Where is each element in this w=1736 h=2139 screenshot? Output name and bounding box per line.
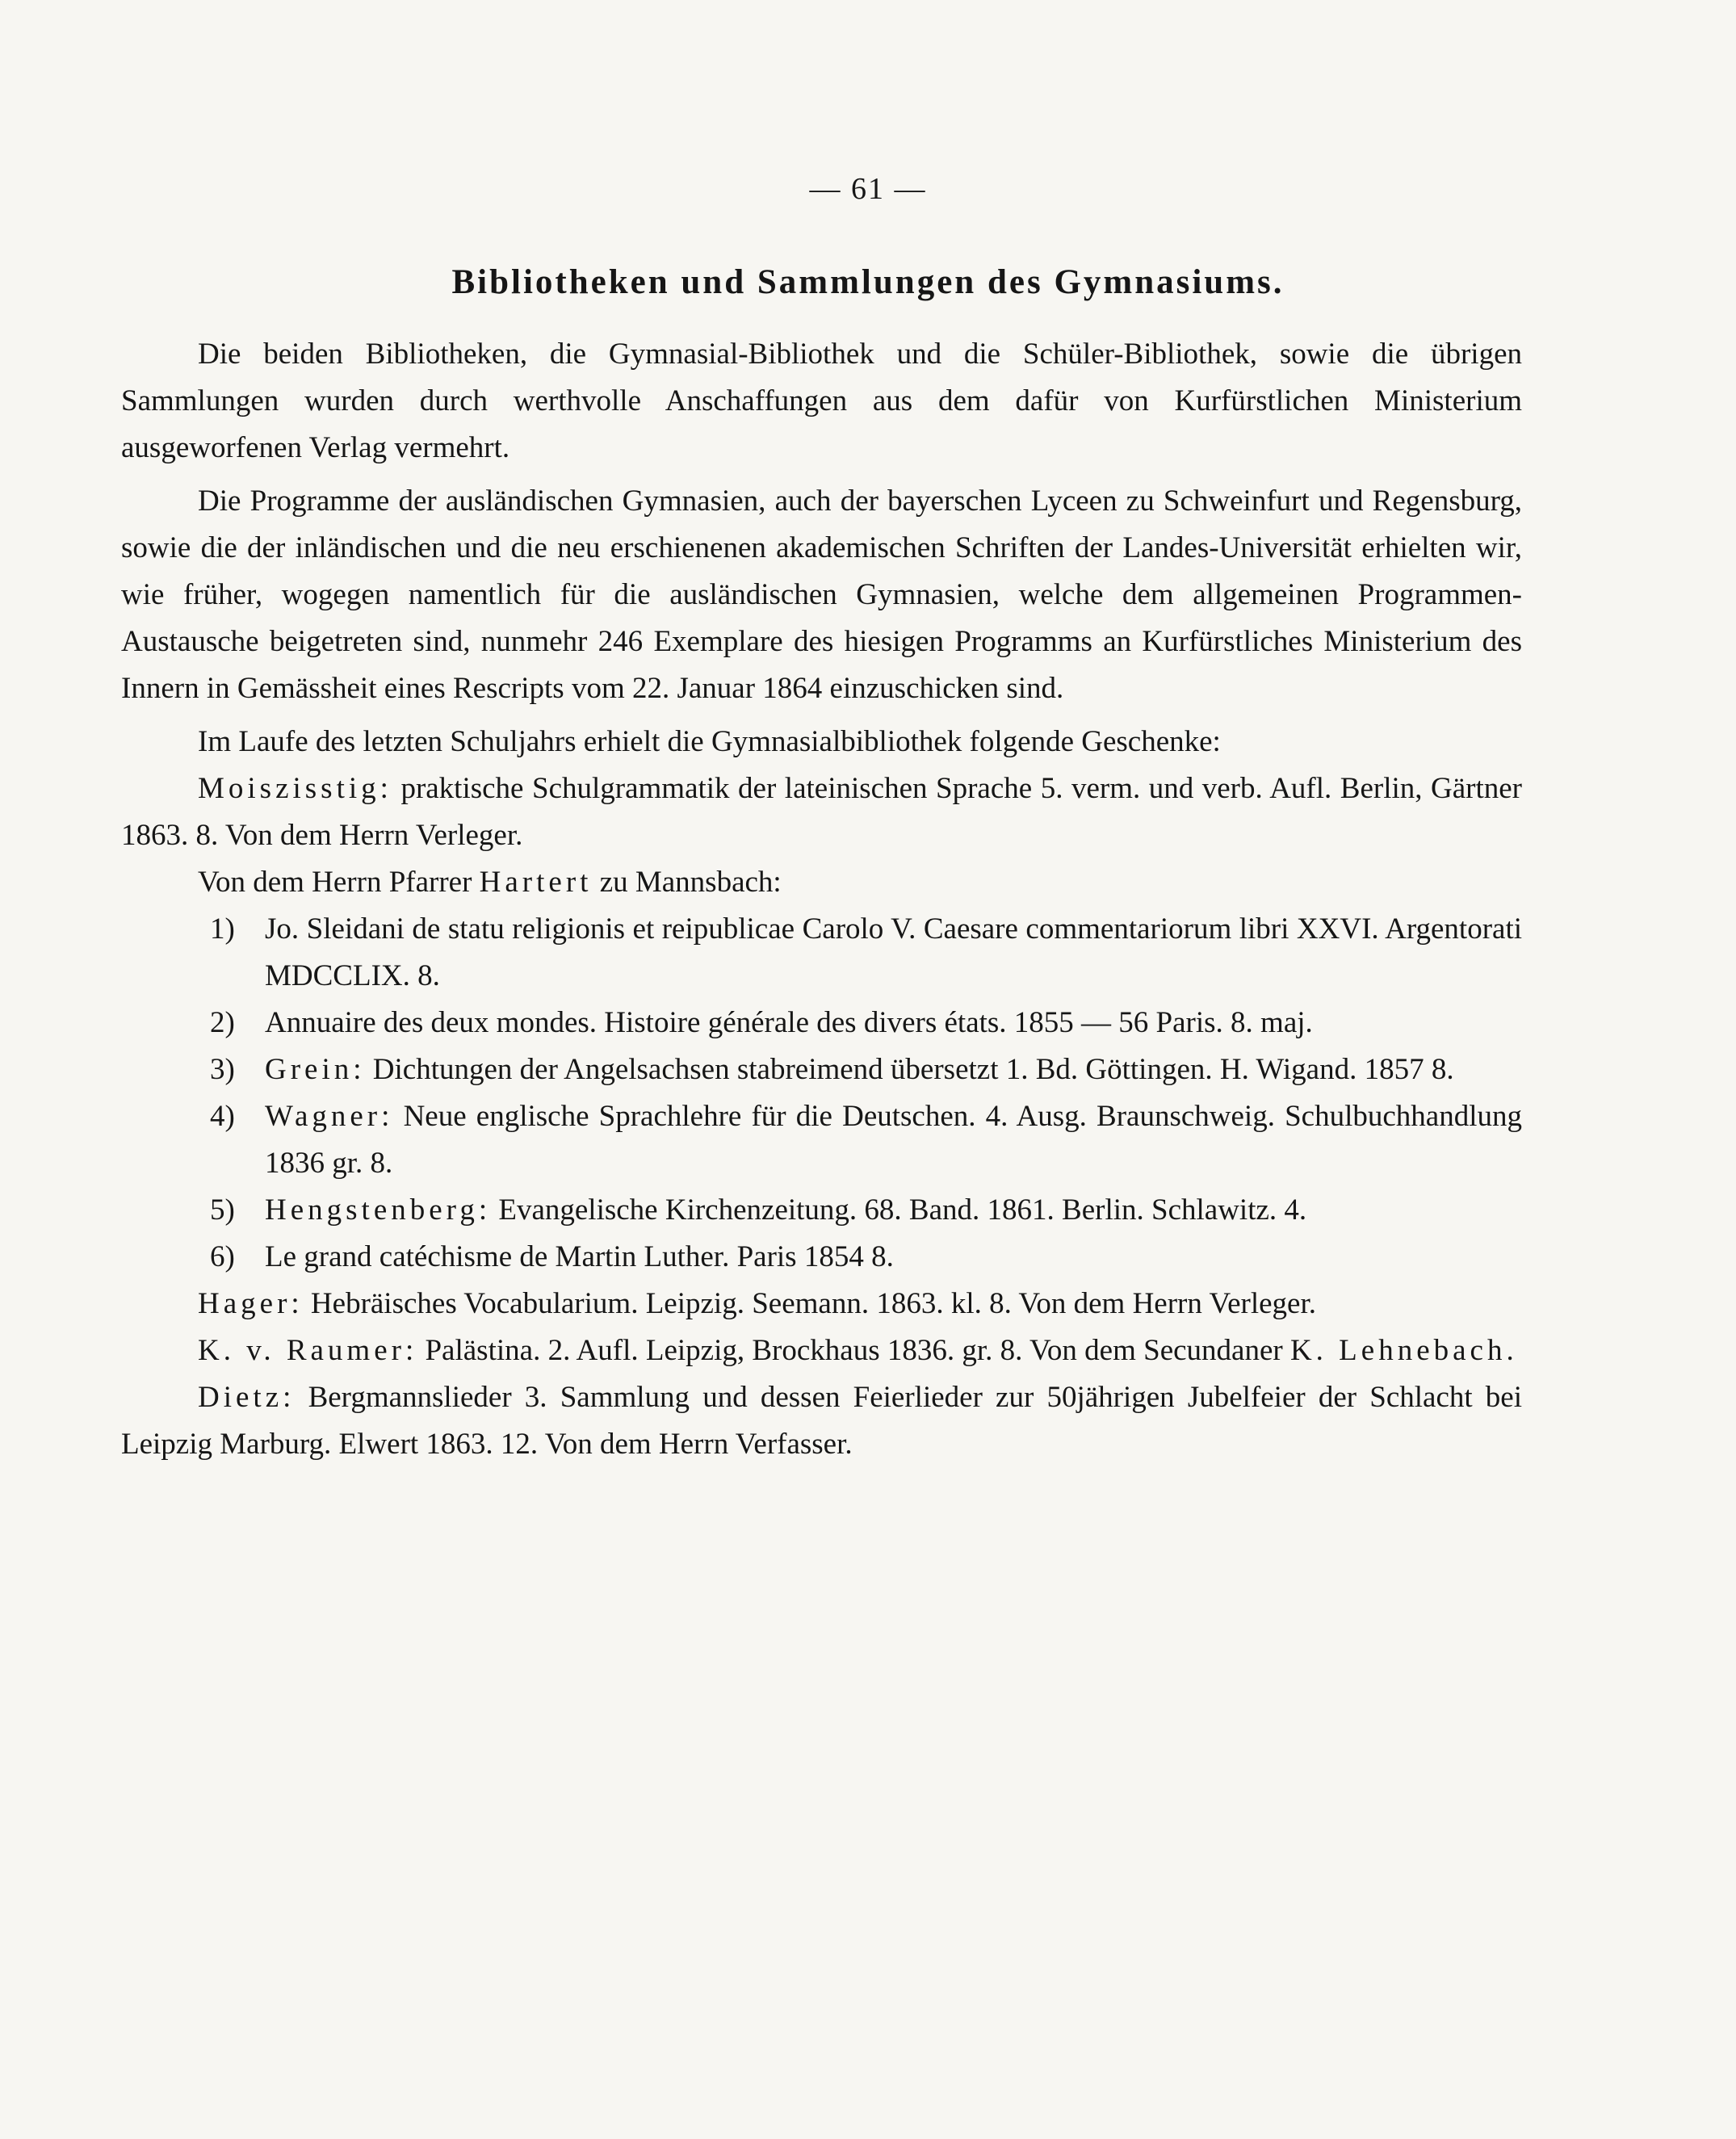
gift-author: Hager: xyxy=(198,1287,304,1320)
item-number: 1) xyxy=(210,912,235,946)
donor-name: Hartert xyxy=(479,866,593,899)
intro-paragraph-1: Die beiden Bibliotheken, die Gymnasial-Bibliothek und die Schüler-Bibliothek, sowie die übrigen Sammlungen wurden durch werthvolle Anschaffungen aus dem dafür von Kurfürstlichen Ministerium ausgeworfenen Verlag vermehrt. xyxy=(121,338,1522,464)
list-item xyxy=(121,1234,1522,1281)
item-text xyxy=(265,1234,1522,1281)
gift-text: praktische Schulgrammatik der lateinischen Sprache 5. verm. und verb. Aufl. Berlin, Gärtner 1863. 8. Von dem Herrn Verleger. xyxy=(121,772,1523,852)
item-title: Evangelische Kirchenzeitung. 68. Band. 1861. Berlin. Schlawitz. 4. xyxy=(498,1193,1307,1227)
item-text xyxy=(265,1046,1522,1093)
item-text xyxy=(265,1000,1522,1046)
list-item xyxy=(121,1000,1522,1046)
gift-text: Bergmannslieder 3. Sammlung und dessen Feierlieder zur 50jährigen Jubelfeier der Schlacht bei Leipzig Marburg. Elwert 1863. 12. Von dem Herrn Verfasser. xyxy=(121,1381,1523,1461)
item-title: Annuaire des deux mondes. Histoire générale des divers états. 1855 — 56 Paris. 8. maj. xyxy=(265,1006,1313,1039)
item-number: 3) xyxy=(210,1053,235,1086)
item-number: 4) xyxy=(210,1100,235,1133)
item-text xyxy=(265,906,1522,1000)
list-item xyxy=(121,906,1522,1000)
section-heading: Bibliotheken und Sammlungen des Gymnasiums. xyxy=(451,263,1285,301)
gift-author: Dietz: xyxy=(198,1381,296,1414)
gift-donor: K. Lehnebach. xyxy=(1289,1334,1518,1367)
gift-entry xyxy=(121,1281,1522,1327)
item-text xyxy=(265,1093,1522,1187)
list-item xyxy=(121,1046,1522,1093)
document-body xyxy=(121,331,1522,1468)
item-title: Jo. Sleidani de statu religionis et reipublicae Carolo V. Caesare commentariorum libri XXVI. Argentorati MDCCLIX. 8. xyxy=(265,912,1522,992)
item-number: 6) xyxy=(210,1240,235,1273)
donor-line xyxy=(121,859,1522,906)
item-title: Dichtungen der Angelsachsen stabreimend übersetzt 1. Bd. Göttingen. H. Wigand. 1857 8. xyxy=(372,1053,1454,1086)
item-author: Grein: xyxy=(265,1053,366,1086)
donor-suffix: zu Mannsbach: xyxy=(599,866,782,899)
gift-author: Moiszisstig: xyxy=(198,772,392,805)
list-item xyxy=(121,1187,1522,1234)
item-number: 2) xyxy=(210,1006,235,1039)
list-item xyxy=(121,1093,1522,1187)
item-author: Hengstenberg: xyxy=(265,1193,492,1227)
page-number: — 61 — xyxy=(809,172,927,206)
item-text xyxy=(265,1187,1522,1234)
gift-entry xyxy=(121,1374,1522,1468)
intro-paragraph-3: Im Laufe des letzten Schuljahrs erhielt die Gymnasialbibliothek folgende Geschenke: xyxy=(198,725,1221,758)
donor-prefix: Von dem Herrn Pfarrer xyxy=(198,866,472,899)
item-title: Le grand catéchisme de Martin Luther. Paris 1854 8. xyxy=(265,1240,894,1273)
gift-text: Palästina. 2. Aufl. Leipzig, Brockhaus 1836. gr. 8. Von dem Secundaner xyxy=(425,1334,1283,1367)
item-title: Neue englische Sprachlehre für die Deutschen. 4. Ausg. Braunschweig. Schulbuchhandlung 1836 gr. 8. xyxy=(265,1100,1523,1180)
item-number: 5) xyxy=(210,1193,235,1227)
gift-entry xyxy=(121,1327,1522,1374)
gift-author: K. v. Raumer: xyxy=(198,1334,418,1367)
item-author: Wagner: xyxy=(265,1100,394,1133)
gift-text: Hebräisches Vocabularium. Leipzig. Seemann. 1863. kl. 8. Von dem Herrn Verleger. xyxy=(310,1287,1316,1320)
gift-entry xyxy=(121,765,1522,859)
intro-paragraph-2: Die Programme der ausländischen Gymnasien, auch der bayerschen Lyceen zu Schweinfurt und Regensburg, sowie die der inländischen und die neu erschienenen akademischen Schriften der Landes-Universität erhielten wir, wie früher, wogegen namentlich für die ausländischen Gymnasien, welche dem allgemeinen Programmen-Austausche beigetreten sind, nunmehr 246 Exemplare des hiesigen Programms an Kurfürstliches Ministerium des Innern in Gemässheit eines Rescripts vom 22. Januar 1864 einzuschicken sind. xyxy=(121,484,1522,705)
